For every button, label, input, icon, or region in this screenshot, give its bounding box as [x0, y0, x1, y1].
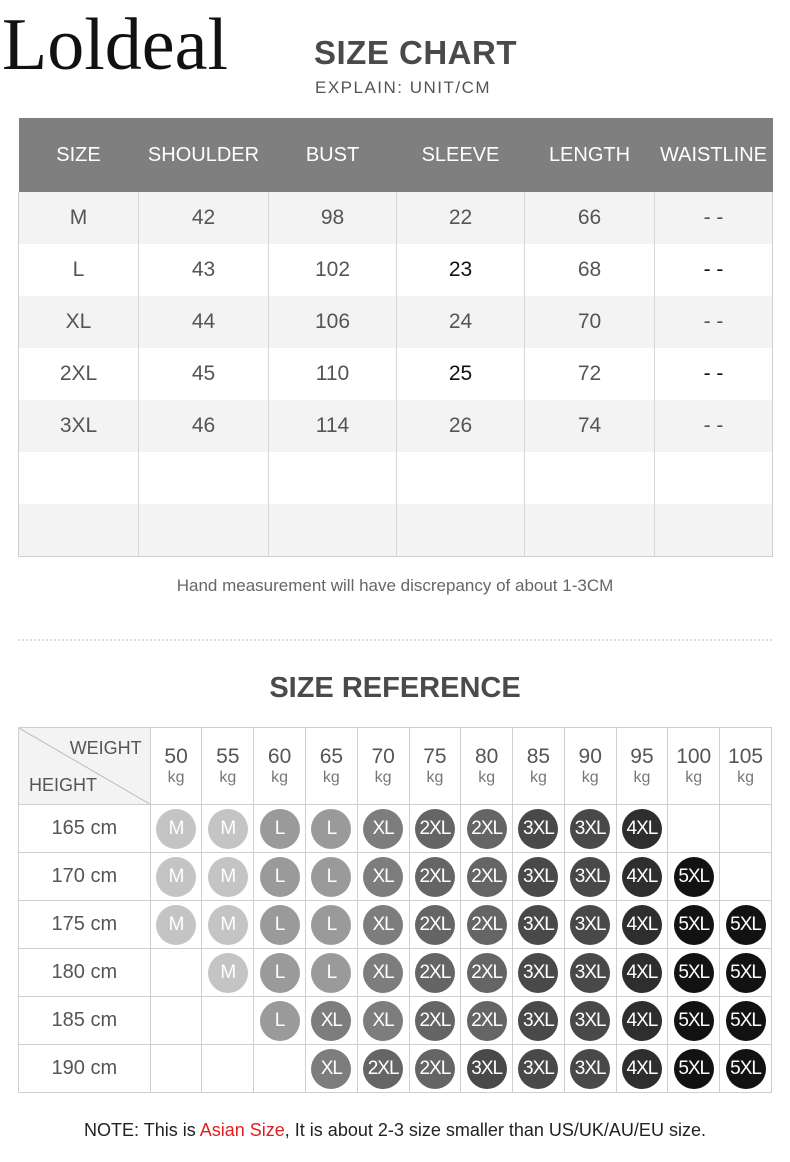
- weight-header-cell: [564, 728, 616, 805]
- cell-size: XL: [19, 296, 139, 348]
- weight-value: 100: [676, 744, 712, 768]
- weight-value: 65: [319, 744, 344, 768]
- size-cell: [254, 997, 306, 1045]
- weight-unit: kg: [219, 768, 237, 786]
- size-cell: [202, 949, 254, 997]
- size-cell: [513, 1045, 565, 1093]
- cell-length: 72: [525, 348, 655, 400]
- size-chart-header-row: [19, 118, 773, 192]
- size-cell: [564, 805, 616, 853]
- size-cell: [202, 901, 254, 949]
- weight-header-cell: [513, 728, 565, 805]
- size-cell: [305, 949, 357, 997]
- size-cell: [461, 949, 513, 997]
- height-cell: 185 cm: [19, 997, 151, 1045]
- weight-unit: kg: [322, 768, 340, 786]
- size-cell: [616, 1045, 668, 1093]
- weight-unit: kg: [374, 768, 392, 786]
- size-cell: [409, 997, 461, 1045]
- cell-size: L: [19, 244, 139, 296]
- size-cell: [564, 949, 616, 997]
- table-row-empty: [19, 504, 773, 557]
- size-badge: M: [208, 953, 248, 993]
- cell-length: 74: [525, 400, 655, 452]
- cell-length: 66: [525, 192, 655, 244]
- size-cell: [720, 805, 772, 853]
- size-badge: 3XL: [518, 1001, 558, 1041]
- size-badge: XL: [363, 809, 403, 849]
- size-badge: L: [260, 905, 300, 945]
- cell-waistline: - -: [655, 348, 773, 400]
- size-badge: L: [311, 857, 351, 897]
- size-cell: [720, 1045, 772, 1093]
- cell-waistline: - -: [655, 400, 773, 452]
- size-badge: XL: [363, 1001, 403, 1041]
- cell-size: 3XL: [19, 400, 139, 452]
- size-cell: [357, 901, 409, 949]
- size-badge: 4XL: [622, 857, 662, 897]
- height-cell: 175 cm: [19, 901, 151, 949]
- size-cell: [513, 949, 565, 997]
- cell-empty: [655, 504, 773, 557]
- size-badge: 4XL: [622, 905, 662, 945]
- table-row: [19, 348, 773, 400]
- cell-sleeve: 23: [397, 244, 525, 296]
- weight-header-cell: [305, 728, 357, 805]
- size-badge: L: [260, 857, 300, 897]
- height-row: [19, 901, 772, 949]
- cell-empty: [139, 504, 269, 557]
- height-row: [19, 1045, 772, 1093]
- size-cell: [254, 901, 306, 949]
- size-cell: [409, 853, 461, 901]
- weight-label: WEIGHT: [69, 738, 142, 758]
- table-row-empty: [19, 452, 773, 504]
- weight-unit: kg: [529, 768, 547, 786]
- size-cell: [409, 1045, 461, 1093]
- weight-value: 55: [216, 744, 240, 768]
- cell-empty: [139, 452, 269, 504]
- size-badge: 5XL: [674, 953, 714, 993]
- size-cell: [409, 949, 461, 997]
- size-cell: [564, 853, 616, 901]
- weight-value: 60: [267, 744, 292, 768]
- cell-empty: [525, 452, 655, 504]
- header-length: LENGTH: [525, 118, 655, 192]
- size-cell: [357, 805, 409, 853]
- size-cell: [616, 901, 668, 949]
- size-cell: [305, 1045, 357, 1093]
- size-badge: 3XL: [570, 905, 610, 945]
- cell-waistline: - -: [655, 192, 773, 244]
- measurement-note: Hand measurement will have discrepancy of about 1-3CM: [176, 576, 614, 595]
- size-chart-title: SIZE CHART: [314, 34, 517, 71]
- size-badge: 2XL: [467, 809, 507, 849]
- size-badge: 2XL: [415, 1049, 455, 1089]
- height-row: [19, 997, 772, 1045]
- size-cell: [668, 1045, 720, 1093]
- size-cell: [150, 949, 202, 997]
- cell-empty: [655, 452, 773, 504]
- cell-length: 70: [525, 296, 655, 348]
- cell-bust: 106: [269, 296, 397, 348]
- table-row: [19, 192, 773, 244]
- weight-value: 80: [474, 744, 499, 768]
- cell-bust: 98: [269, 192, 397, 244]
- cell-empty: [269, 504, 397, 557]
- weight-unit: kg: [271, 768, 289, 786]
- height-row: [19, 853, 772, 901]
- size-badge: XL: [311, 1001, 351, 1041]
- cell-sleeve: 24: [397, 296, 525, 348]
- size-badge: 2XL: [467, 905, 507, 945]
- weight-unit: kg: [478, 768, 496, 786]
- size-cell: [616, 997, 668, 1045]
- size-badge: M: [156, 809, 196, 849]
- size-cell: [254, 949, 306, 997]
- size-cell: [305, 997, 357, 1045]
- size-cell: [305, 901, 357, 949]
- weight-header-row: [19, 728, 772, 805]
- weight-unit: kg: [581, 768, 599, 786]
- size-cell: [461, 1045, 513, 1093]
- size-badge: 5XL: [726, 905, 766, 945]
- size-badge: 5XL: [674, 1049, 714, 1089]
- size-cell: [461, 901, 513, 949]
- size-badge: 3XL: [570, 953, 610, 993]
- height-cell: 170 cm: [19, 853, 151, 901]
- size-cell: [357, 853, 409, 901]
- size-badge: M: [208, 809, 248, 849]
- size-badge: 3XL: [467, 1049, 507, 1089]
- weight-header-cell: [616, 728, 668, 805]
- size-cell: [254, 1045, 306, 1093]
- corner-header: [19, 728, 151, 805]
- note-highlight: Asian Size: [199, 1120, 285, 1140]
- weight-header-cell: [668, 728, 720, 805]
- weight-header-cell: [461, 728, 513, 805]
- weight-header-cell: [202, 728, 254, 805]
- size-badge: 4XL: [622, 809, 662, 849]
- size-badge: L: [311, 809, 351, 849]
- size-cell: [668, 997, 720, 1045]
- size-cell: [409, 901, 461, 949]
- table-row: [19, 400, 773, 452]
- size-cell: [616, 853, 668, 901]
- size-badge: 5XL: [674, 857, 714, 897]
- weight-unit: kg: [167, 768, 185, 786]
- size-badge: L: [260, 953, 300, 993]
- size-badge: 3XL: [518, 1049, 558, 1089]
- weight-header-cell: [150, 728, 202, 805]
- weight-unit: kg: [426, 768, 444, 786]
- height-row: [19, 949, 772, 997]
- size-cell: [564, 1045, 616, 1093]
- size-badge: 3XL: [570, 1049, 610, 1089]
- size-cell: [150, 1045, 202, 1093]
- cell-shoulder: 46: [139, 400, 269, 452]
- size-badge: XL: [363, 905, 403, 945]
- size-cell: [616, 949, 668, 997]
- size-cell: [513, 901, 565, 949]
- weight-value: 75: [423, 744, 447, 768]
- cell-shoulder: 43: [139, 244, 269, 296]
- size-badge: M: [208, 857, 248, 897]
- size-chart-table: [18, 118, 773, 557]
- size-cell: [513, 853, 565, 901]
- size-cell: [564, 901, 616, 949]
- size-badge: 2XL: [467, 953, 507, 993]
- cell-empty: [525, 504, 655, 557]
- size-badge: 2XL: [363, 1049, 403, 1089]
- size-badge: M: [156, 905, 196, 945]
- size-cell: [254, 853, 306, 901]
- size-cell: [202, 1045, 254, 1093]
- cell-bust: 102: [269, 244, 397, 296]
- size-cell: [564, 997, 616, 1045]
- size-cell: [202, 853, 254, 901]
- size-cell: [720, 901, 772, 949]
- size-badge: 3XL: [570, 1001, 610, 1041]
- note-prefix: NOTE: This is: [84, 1120, 200, 1140]
- size-badge: 3XL: [518, 905, 558, 945]
- weight-header-cell: [254, 728, 306, 805]
- size-cell: [357, 1045, 409, 1093]
- weight-header-cell: [720, 728, 772, 805]
- size-cell: [150, 805, 202, 853]
- size-badge: 3XL: [570, 857, 610, 897]
- size-cell: [668, 805, 720, 853]
- weight-value: 70: [371, 744, 395, 768]
- size-badge: XL: [363, 953, 403, 993]
- size-cell: [150, 853, 202, 901]
- weight-value: 90: [578, 744, 602, 768]
- header-waistline: WAISTLINE: [655, 118, 773, 192]
- weight-unit: kg: [737, 768, 754, 786]
- size-reference-title: SIZE REFERENCE: [269, 672, 521, 704]
- cell-waistline: - -: [655, 296, 773, 348]
- weight-unit: kg: [633, 768, 651, 786]
- size-cell: [720, 949, 772, 997]
- weight-header-cell: [357, 728, 409, 805]
- cell-size: 2XL: [19, 348, 139, 400]
- size-cell: [150, 997, 202, 1045]
- size-badge: 2XL: [415, 905, 455, 945]
- size-cell: [409, 805, 461, 853]
- size-badge: L: [260, 1001, 300, 1041]
- size-cell: [720, 853, 772, 901]
- size-badge: 5XL: [674, 1001, 714, 1041]
- section-divider: [18, 639, 772, 641]
- height-row: [19, 805, 772, 853]
- size-badge: L: [260, 809, 300, 849]
- asian-size-note: [0, 1120, 790, 1141]
- height-cell: 165 cm: [19, 805, 151, 853]
- size-cell: [461, 997, 513, 1045]
- size-badge: 4XL: [622, 1049, 662, 1089]
- size-cell: [150, 901, 202, 949]
- weight-unit: kg: [685, 768, 703, 786]
- cell-bust: 114: [269, 400, 397, 452]
- size-badge: 3XL: [518, 953, 558, 993]
- size-badge: 2XL: [415, 953, 455, 993]
- cell-empty: [19, 504, 139, 557]
- size-cell: [616, 805, 668, 853]
- cell-empty: [19, 452, 139, 504]
- size-cell: [461, 853, 513, 901]
- size-cell: [254, 805, 306, 853]
- size-cell: [305, 805, 357, 853]
- size-badge: 2XL: [467, 1001, 507, 1041]
- size-badge: 5XL: [726, 953, 766, 993]
- cell-length: 68: [525, 244, 655, 296]
- size-badge: 5XL: [674, 905, 714, 945]
- cell-empty: [397, 452, 525, 504]
- size-badge: 5XL: [726, 1049, 766, 1089]
- size-reference-table: [18, 727, 772, 1093]
- size-cell: [513, 805, 565, 853]
- brand-logo: Loldeal: [2, 4, 229, 86]
- cell-sleeve: 26: [397, 400, 525, 452]
- cell-size: M: [19, 192, 139, 244]
- size-cell: [720, 997, 772, 1045]
- weight-value: 95: [630, 744, 654, 768]
- cell-shoulder: 44: [139, 296, 269, 348]
- height-cell: 190 cm: [19, 1045, 151, 1093]
- cell-sleeve: 25: [397, 348, 525, 400]
- header-bust: BUST: [269, 118, 397, 192]
- size-badge: XL: [363, 857, 403, 897]
- note-suffix: , It is about 2-3 size smaller than US/UK/AU/EU size.: [284, 1120, 706, 1140]
- cell-shoulder: 42: [139, 192, 269, 244]
- size-badge: 3XL: [518, 809, 558, 849]
- table-row: [19, 244, 773, 296]
- size-badge: 4XL: [622, 1001, 662, 1041]
- size-badge: 4XL: [622, 953, 662, 993]
- size-cell: [513, 997, 565, 1045]
- header-shoulder: SHOULDER: [139, 118, 269, 192]
- cell-waistline: - -: [655, 244, 773, 296]
- cell-empty: [397, 504, 525, 557]
- weight-value: 85: [526, 744, 551, 768]
- size-badge: M: [208, 905, 248, 945]
- size-cell: [305, 853, 357, 901]
- header-sleeve: SLEEVE: [397, 118, 525, 192]
- size-badge: 5XL: [726, 1001, 766, 1041]
- height-label: HEIGHT: [29, 775, 98, 795]
- header-size: SIZE: [19, 118, 139, 192]
- weight-value: 50: [164, 744, 188, 768]
- size-cell: [202, 997, 254, 1045]
- size-cell: [357, 997, 409, 1045]
- size-cell: [668, 853, 720, 901]
- size-badge: L: [311, 905, 351, 945]
- size-cell: [357, 949, 409, 997]
- cell-shoulder: 45: [139, 348, 269, 400]
- size-cell: [202, 805, 254, 853]
- size-badge: 2XL: [415, 809, 455, 849]
- size-cell: [461, 805, 513, 853]
- height-cell: 180 cm: [19, 949, 151, 997]
- cell-sleeve: 22: [397, 192, 525, 244]
- cell-empty: [269, 452, 397, 504]
- size-cell: [668, 949, 720, 997]
- size-badge: M: [156, 857, 196, 897]
- size-badge: 3XL: [570, 809, 610, 849]
- weight-value: 105: [728, 744, 764, 768]
- weight-header-cell: [409, 728, 461, 805]
- size-badge: 2XL: [415, 857, 455, 897]
- size-badge: XL: [311, 1049, 351, 1089]
- size-badge: 3XL: [518, 857, 558, 897]
- size-badge: L: [311, 953, 351, 993]
- table-row: [19, 296, 773, 348]
- size-badge: 2XL: [467, 857, 507, 897]
- size-chart-unit-note: EXPLAIN: UNIT/CM: [315, 78, 492, 97]
- cell-bust: 110: [269, 348, 397, 400]
- size-badge: 2XL: [415, 1001, 455, 1041]
- size-cell: [668, 901, 720, 949]
